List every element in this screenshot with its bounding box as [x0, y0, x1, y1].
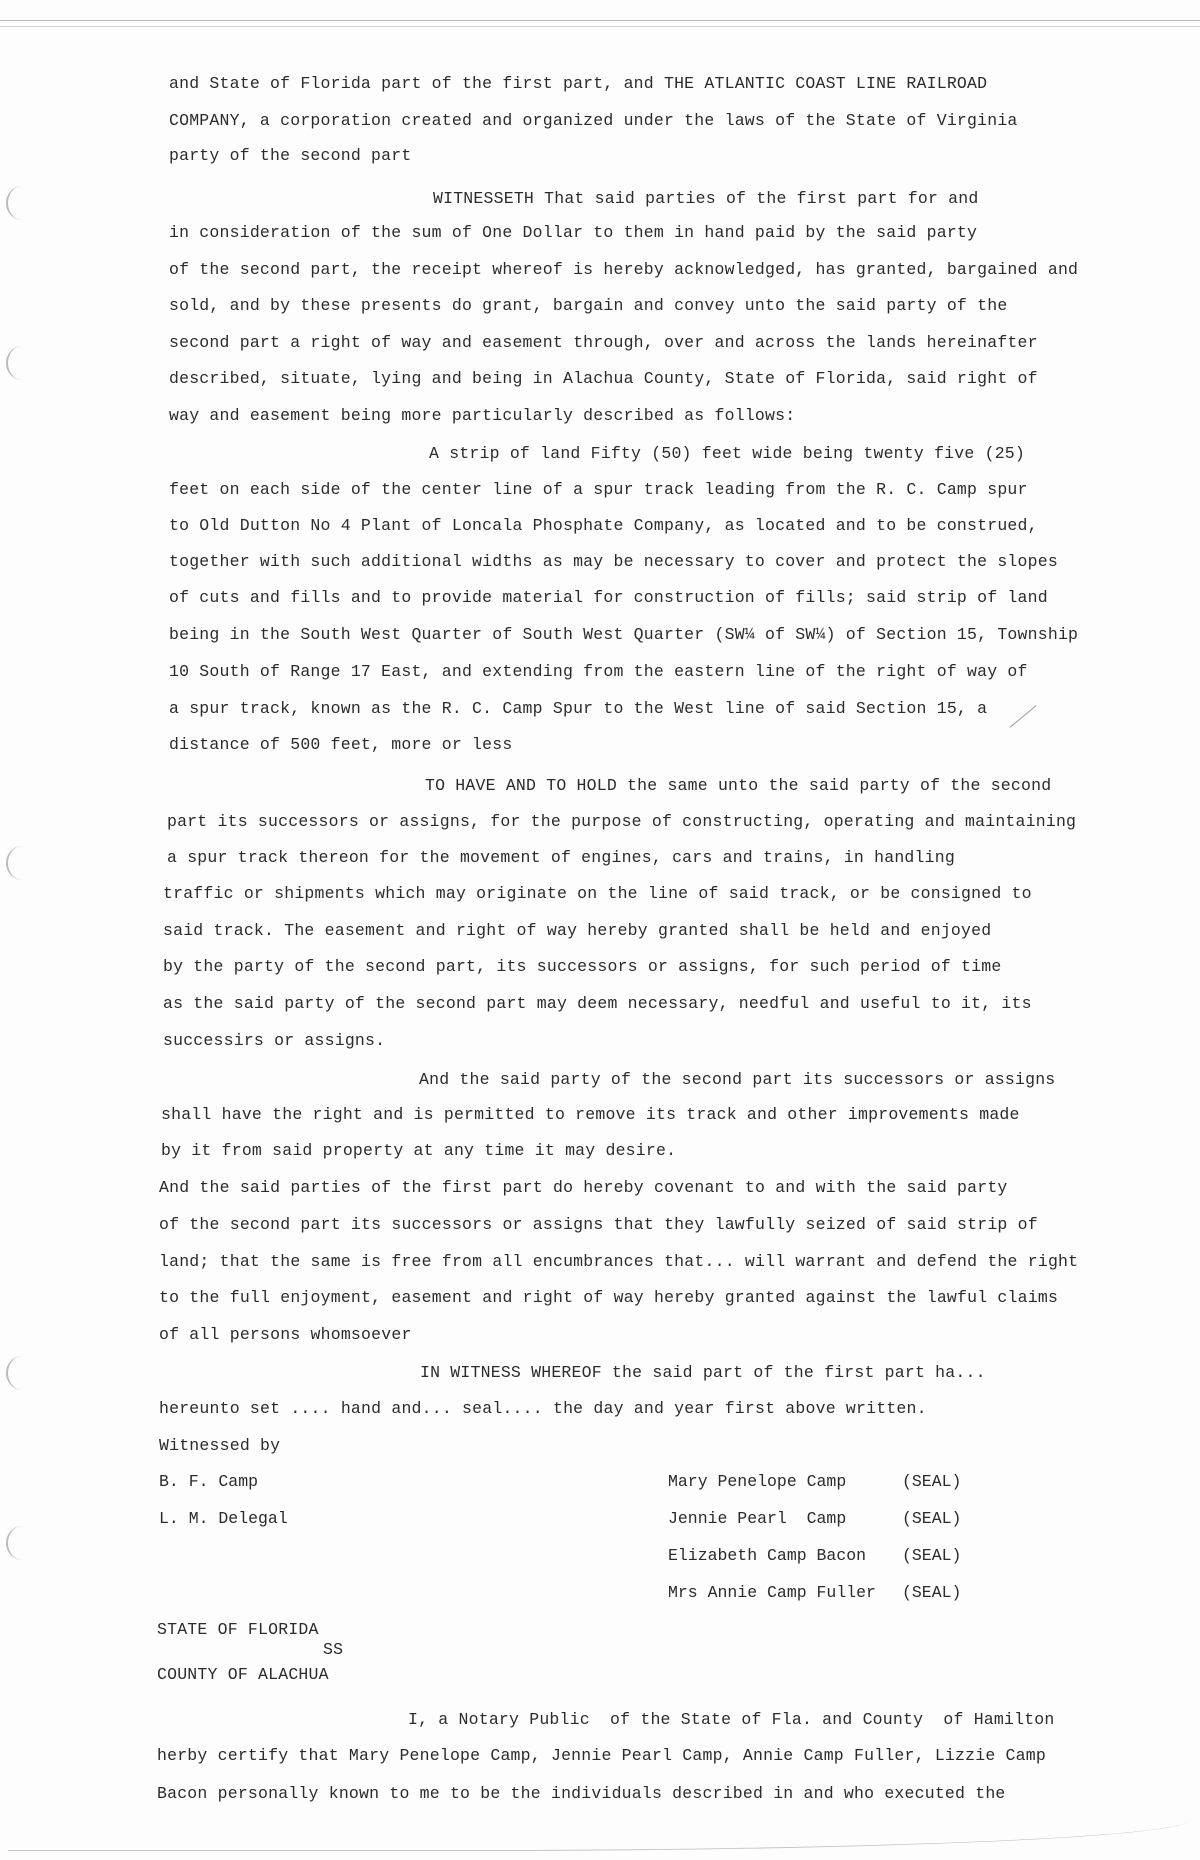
witness-name: L. M. Delegal — [159, 1509, 288, 1528]
top-rule — [0, 20, 1200, 21]
signatory-name: Mrs Annie Camp Fuller — [668, 1583, 876, 1602]
text-line: by the party of the second part, its successors or assigns, for such period of time — [163, 957, 1002, 976]
notary-line: herby certify that Mary Penelope Camp, Jennie Pearl Camp, Annie Camp Fuller, Lizzie Camp — [157, 1746, 1046, 1765]
text-line: TO HAVE AND TO HOLD the same unto the said party of the second — [425, 776, 1052, 795]
text-line: being in the South West Quarter of South West Quarter (SW¼ of SW¼) of Section 15, Township — [169, 625, 1079, 644]
page-edge — [8, 1800, 1188, 1851]
text-line: of the second part, the receipt whereof is hereby acknowledged, has granted, bargained and — [169, 260, 1079, 279]
text-line: by it from said property at any time it may desire. — [161, 1141, 677, 1160]
text-line: in consideration of the sum of One Dollar to them in hand paid by the said party — [169, 223, 978, 242]
text-line: traffic or shipments which may originate on the line of said track, or be consigned to — [163, 884, 1032, 903]
text-line: land; that the same is free from all encumbrances that... will warrant and defend the right — [159, 1252, 1079, 1271]
text-line: A strip of land Fifty (50) feet wide being twenty five (25) — [429, 444, 1025, 463]
text-line: WITNESSETH That said parties of the first part for and — [433, 189, 979, 208]
text-line: IN WITNESS WHEREOF the said part of the first part ha... — [420, 1363, 986, 1382]
punch-hole — [6, 346, 38, 380]
witness-name: B. F. Camp — [159, 1472, 259, 1491]
venue-ss: SS — [323, 1640, 344, 1659]
text-line: of all persons whomsoever — [159, 1325, 412, 1344]
notary-line: Bacon personally known to me to be the individuals described in and who executed the — [157, 1784, 1006, 1803]
punch-hole — [6, 186, 38, 220]
top-rule-secondary — [0, 26, 1200, 27]
text-line: shall have the right and is permitted to remove its track and other improvements made — [161, 1105, 1020, 1124]
seal-mark: (SEAL) — [902, 1472, 962, 1491]
signatory-name: Elizabeth Camp Bacon — [668, 1546, 867, 1565]
punch-hole — [6, 1356, 38, 1390]
text-line: said track. The easement and right of way hereby granted shall be held and enjoyed — [163, 921, 992, 940]
text-line: distance of 500 feet, more or less — [169, 735, 513, 754]
signatory-name: Mary Penelope Camp — [668, 1472, 847, 1491]
punch-hole — [6, 846, 38, 880]
text-line: second part a right of way and easement through, over and across the lands hereinafter — [169, 333, 1038, 352]
text-line: party of the second part — [169, 146, 412, 165]
text-line: of cuts and fills and to provide material for construction of fills; said strip of land — [169, 588, 1048, 607]
signatory-name: Jennie Pearl Camp — [668, 1509, 847, 1528]
text-line: COMPANY, a corporation created and organized under the laws of the State of Virginia — [169, 111, 1018, 130]
text-line: together with such additional widths as may be necessary to cover and protect the slopes — [169, 552, 1058, 571]
text-line: 10 South of Range 17 East, and extending from the eastern line of the right of way of — [169, 662, 1028, 681]
text-line: of the second part its successors or assigns that they lawfully seized of said strip of — [159, 1215, 1038, 1234]
punch-hole — [6, 1526, 38, 1560]
text-line: feet on each side of the center line of a spur track leading from the R. C. Camp spur — [169, 480, 1028, 499]
seal-mark: (SEAL) — [902, 1583, 962, 1602]
text-line: And the said party of the second part its successors or assigns — [419, 1070, 1056, 1089]
text-line: as the said party of the second part may deem necessary, needful and useful to it, its — [163, 994, 1032, 1013]
text-line: described, situate, lying and being in Alachua County, State of Florida, said right of — [169, 369, 1038, 388]
venue-county: COUNTY OF ALACHUA — [157, 1665, 329, 1684]
text-line: a spur track, known as the R. C. Camp Spur to the West line of said Section 15, a — [169, 699, 988, 718]
text-line: a spur track thereon for the movement of engines, cars and trains, in handling — [167, 848, 955, 867]
notary-line: I, a Notary Public of the State of Fla. and County of Hamilton — [408, 1710, 1055, 1729]
text-line: way and easement being more particularly described as follows: — [169, 406, 796, 425]
text-line: And the said parties of the first part do hereby covenant to and with the said party — [159, 1178, 1008, 1197]
text-line: part its successors or assigns, for the purpose of constructing, operating and maintaining — [167, 812, 1077, 831]
text-line: to the full enjoyment, easement and right of way hereby granted against the lawful claims — [159, 1288, 1059, 1307]
text-line: successirs or assigns. — [163, 1031, 386, 1050]
text-line: to Old Dutton No 4 Plant of Loncala Phosphate Company, as located and to be construed, — [169, 516, 1038, 535]
text-line: and State of Florida part of the first part, and THE ATLANTIC COAST LINE RAILROAD — [169, 74, 988, 93]
text-line: hereunto set .... hand and... seal.... the day and year first above written. — [159, 1399, 927, 1418]
pen-mark — [1010, 705, 1037, 728]
text-line: Witnessed by — [159, 1436, 281, 1455]
text-line: sold, and by these presents do grant, bargain and convey unto the said party of the — [169, 296, 1008, 315]
seal-mark: (SEAL) — [902, 1509, 962, 1528]
venue-state: STATE OF FLORIDA — [157, 1620, 319, 1639]
seal-mark: (SEAL) — [902, 1546, 962, 1565]
